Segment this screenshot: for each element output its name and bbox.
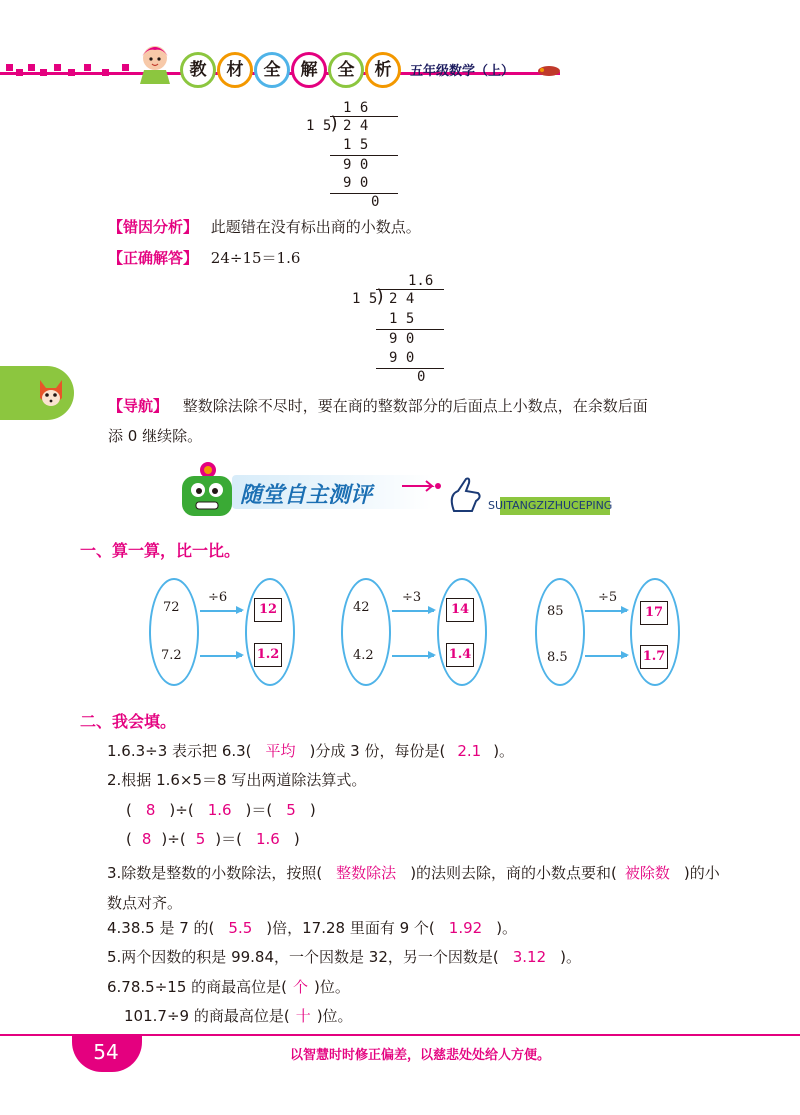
- header-title-char: 解: [291, 52, 327, 88]
- answer-text: 8: [145, 801, 156, 819]
- answer-text: 5.5: [228, 919, 253, 937]
- step: 9 0: [343, 157, 369, 173]
- step: 1 5: [343, 137, 369, 153]
- header-subtitle: 五年级数学（上）: [410, 64, 515, 79]
- divisor: 1 5: [352, 291, 378, 307]
- question-6b: 101.7÷9 的商最高位是( 十 )位。: [124, 1007, 353, 1025]
- operator: ÷3: [402, 590, 422, 605]
- arrow-icon: [585, 610, 627, 612]
- dividend: 2 4: [343, 118, 369, 134]
- result-box: 1.7: [640, 645, 668, 669]
- error-analysis-text: 此题错在没有标出商的小数点。: [210, 218, 421, 236]
- dividend-value: 4.2: [353, 648, 374, 663]
- division-rule: [376, 368, 444, 369]
- division-bar: [330, 116, 398, 117]
- answer-text: 1.6: [255, 830, 280, 848]
- divisor: 1 5: [306, 118, 332, 134]
- guide-text-line1: 整数除法除不尽时，要在商的整数部分的后面点上小数点，在余数后面: [182, 397, 648, 415]
- answer-text: 整数除法: [336, 864, 397, 882]
- header-title-char: 教: [180, 52, 216, 88]
- fox-mascot-icon: [36, 376, 66, 410]
- arrow-icon: [200, 610, 242, 612]
- remainder: 0: [371, 194, 380, 210]
- step: 9 0: [389, 331, 415, 347]
- question-3: 3.除数是整数的小数除法，按照( 整数除法 )的法则去除，商的小数点要和( 被除数 )的小数点对齐。: [107, 864, 720, 912]
- oval-left: [535, 578, 585, 686]
- guide-tag: 【导航】: [108, 397, 169, 415]
- banner-title: 随堂自主测评: [240, 483, 373, 508]
- arrow-icon: [585, 655, 627, 657]
- answer-text: 平均: [265, 742, 296, 760]
- division-rule: [376, 329, 444, 330]
- operator: ÷5: [598, 590, 618, 605]
- answer-text: 8: [141, 830, 152, 848]
- dividend-value: 72: [163, 600, 180, 615]
- banner-pinyin: SUITANGZIZHUCEPING: [488, 499, 613, 512]
- result-box: 14: [446, 598, 474, 622]
- girl-mascot-icon: [132, 40, 178, 86]
- arrow-icon: [402, 479, 442, 493]
- division-rule: [330, 155, 398, 156]
- division-bar: [376, 289, 444, 290]
- header-title-char: 材: [217, 52, 253, 88]
- result-box: 1.4: [446, 643, 474, 667]
- guide-text-line2: 添 0 继续除。: [108, 427, 203, 445]
- division-bracket: ): [329, 113, 340, 134]
- header-title-char: 析: [365, 52, 401, 88]
- correct-answer: [108, 247, 300, 268]
- arrow-icon: [392, 655, 434, 657]
- dividend: 2 4: [389, 291, 415, 307]
- quotient: 1 6: [343, 100, 369, 116]
- section-banner: [232, 475, 612, 515]
- answer-text: 被除数: [624, 864, 670, 882]
- oval-left: [341, 578, 391, 686]
- header-title-char: 全: [254, 52, 290, 88]
- step: 1 5: [389, 311, 415, 327]
- result-box: 1.2: [254, 643, 282, 667]
- question-1: 1.6.3÷3 表示把 6.3( 平均 )分成 3 份，每份是( 2.1 )。: [107, 742, 515, 760]
- answer-text: 3.12: [512, 948, 547, 966]
- dividend-value: 85: [547, 604, 564, 619]
- page-number: 54: [93, 1040, 119, 1064]
- answer-text: 5: [286, 801, 296, 819]
- answer-text: 1.6: [207, 801, 232, 819]
- oval-right: [245, 578, 295, 686]
- step: 9 0: [343, 175, 369, 191]
- question-2b: ( 8 )÷( 5 )＝( 1.6 ): [126, 830, 300, 848]
- dividend-value: 7.2: [161, 648, 182, 663]
- dividend-value: 42: [353, 600, 370, 615]
- division-bracket: ): [375, 286, 386, 307]
- oval-right: [630, 578, 680, 686]
- answer-text: 1.92: [448, 919, 483, 937]
- section1-title: 一、算一算，比一比。: [80, 541, 241, 560]
- quotient: 1.6: [408, 273, 434, 289]
- dividend-value: 8.5: [547, 650, 568, 665]
- result-box: 17: [640, 601, 668, 625]
- section2-title: 二、我会填。: [80, 712, 177, 731]
- arrow-icon: [200, 655, 242, 657]
- footer-motto: 以智慧时时修正偏差，以慈悲处处给人方便。: [290, 1048, 551, 1063]
- answer-text: 5: [195, 830, 206, 848]
- pencil-icon: [536, 64, 562, 78]
- question-2a: ( 8 )÷( 1.6 )＝( 5 ): [126, 801, 316, 819]
- correct-answer-text: 24÷15＝1.6: [210, 249, 301, 267]
- oval-right: [437, 578, 487, 686]
- oval-left: [149, 578, 199, 686]
- remainder: 0: [417, 369, 426, 385]
- error-analysis: [108, 216, 421, 237]
- answer-text: 十: [295, 1007, 311, 1025]
- question-2: 2.根据 1.6×5＝8 写出两道除法算式。: [107, 771, 367, 789]
- question-5: 5.两个因数的积是 99.84，一个因数是 32，另一个因数是( 3.12 )。: [107, 948, 581, 966]
- operator: ÷6: [208, 590, 228, 605]
- header-title-char: 全: [328, 52, 364, 88]
- question-6a: 6.78.5÷15 的商最高位是( 个 )位。: [107, 978, 350, 996]
- result-box: 12: [254, 598, 282, 622]
- step: 9 0: [389, 350, 415, 366]
- arrow-icon: [392, 610, 434, 612]
- guide: [108, 395, 648, 416]
- division-rule: [330, 193, 398, 194]
- answer-text: 个: [293, 978, 309, 996]
- pointing-hand-icon: [446, 475, 486, 515]
- question-4: 4.38.5 是 7 的( 5.5 )倍，17.28 里面有 9 个( 1.92 )。: [107, 919, 518, 937]
- error-analysis-tag: 【错因分析】: [108, 218, 199, 236]
- correct-answer-tag: 【正确解答】: [108, 249, 199, 267]
- answer-text: 2.1: [457, 742, 482, 760]
